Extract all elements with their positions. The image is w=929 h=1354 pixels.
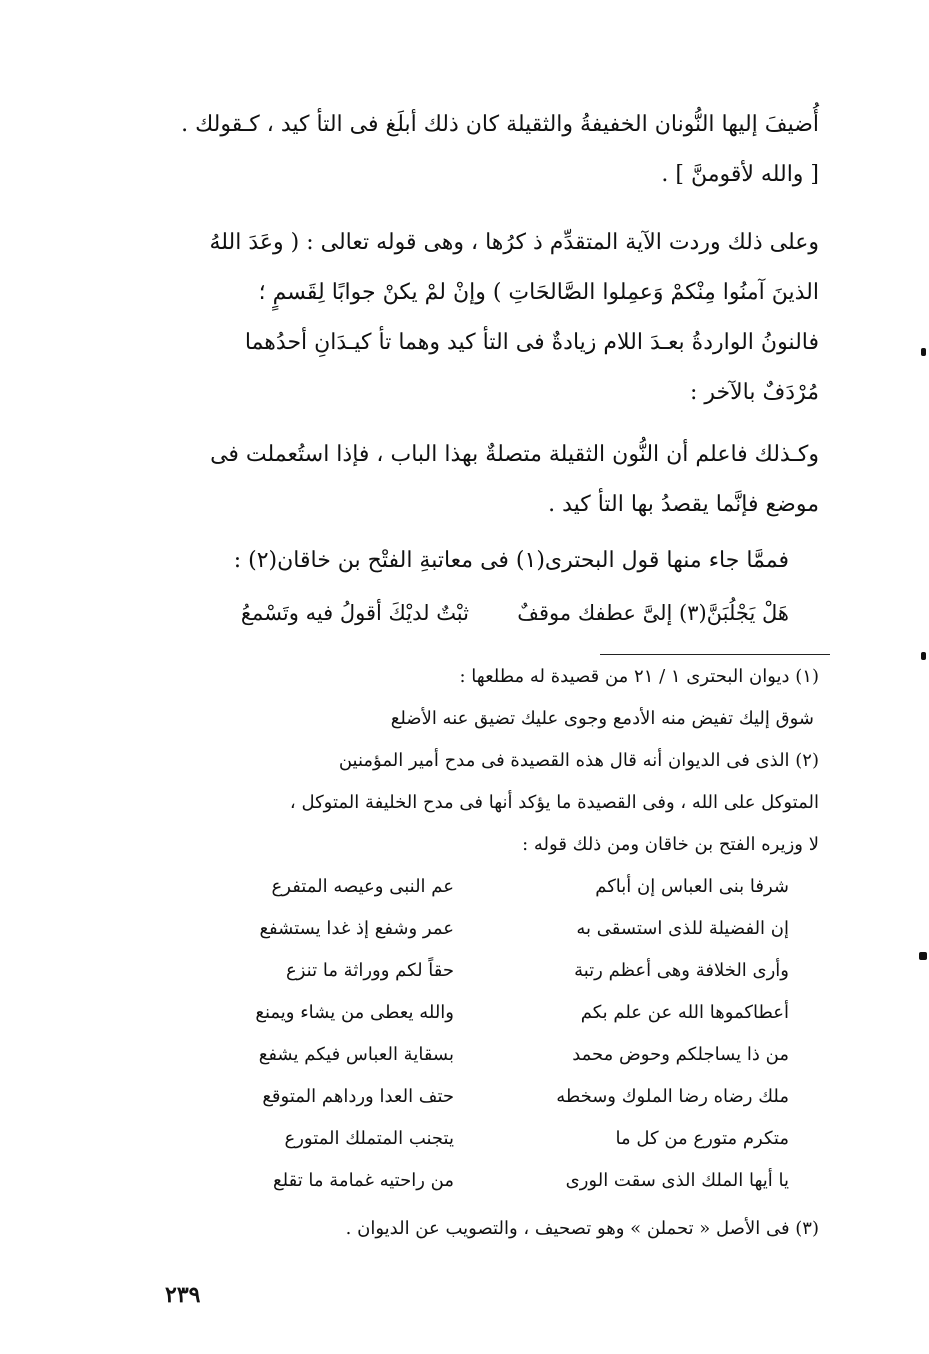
main-verse-hemistich-2: ثبْتٌ لديْكَ أقولُ فيه وتَسْمعُ xyxy=(240,601,469,625)
poem-hemistich-2: عم النبى وعيصه المتفرع xyxy=(271,876,454,897)
poem-verse xyxy=(200,1086,789,1120)
poem-verse xyxy=(200,876,789,910)
poem-hemistich-1: أعطاكموها الله عن علم بكم xyxy=(580,1002,789,1023)
footnote-1-verse: شوق إليك تفيض منه الأدمع وجوى عليك تضيق عنه الأضلع xyxy=(390,708,814,729)
paragraph-3-line-1: وكـذلك فاعلم أن النُّون الثقيلة متصلةٌ بهذا الباب ، فإذا استُعملت فى xyxy=(210,442,819,467)
paragraph-2-line-1: وعلى ذلك وردت الآية المتقدِّم ذ كرُها ، وهى قوله تعالى : ( وعَدَ اللهُ xyxy=(209,230,819,255)
poem-hemistich-1: وأرى الخلافة وهى أعظم رتبة xyxy=(574,960,789,981)
footnote-2-line-1: (٢) الذى فى الديوان أنه قال هذه القصيدة فى مدح أمير المؤمنين xyxy=(338,750,819,771)
scan-speck xyxy=(919,952,927,960)
main-verse-hemistich-1: هَلْ يَجْلُبَنَّ(٣) إلىَّ عطفك موقفٌ xyxy=(517,601,789,625)
poem-hemistich-1: شرفا بنى العباس إن أباكم xyxy=(595,876,789,897)
footnote-2-line-2: المتوكل على الله ، وفى القصيدة ما يؤكد أنها فى مدح الخليفة المتوكل ، xyxy=(289,792,819,813)
poem-hemistich-2: عمر وشفع إذ غدا يستشفع xyxy=(259,918,454,939)
scan-speck xyxy=(921,652,926,660)
poem-verse xyxy=(200,960,789,994)
poem-hemistich-2: يتجنب المتملك المتورع xyxy=(284,1128,454,1149)
poem-hemistich-2: والله يعطى من يشاء ويمنع xyxy=(255,1002,454,1023)
page-number: ٢٣٩ xyxy=(165,1282,201,1308)
poem-hemistich-1: يا أيها الملك الذى سقت الورى xyxy=(565,1170,789,1191)
poem-verse xyxy=(200,1128,789,1162)
poem-hemistich-1: ملك رضاه رضا الملوك وسخطه xyxy=(556,1086,789,1107)
footnote-2-line-3: لا وزيره الفتح بن خاقان ومن ذلك قوله : xyxy=(522,834,819,855)
poem-hemistich-2: من راحتيه غمامة ما تقلع xyxy=(273,1170,454,1191)
main-verse xyxy=(200,598,789,632)
paragraph-1-line-2: [ والله لأقومنَّ ] . xyxy=(661,162,819,187)
poem-hemistich-1: متكرم متورع من كل ما xyxy=(615,1128,789,1149)
paragraph-4: فممَّا جاء منها قول البحترى(١) فى معاتبةِ الفتْح بن خاقان(٢) : xyxy=(233,548,789,573)
poem-verse xyxy=(200,1002,789,1036)
footnote-3: (٣) فى الأصل « تحملن » وهو تصحيف ، والتصويب عن الديوان . xyxy=(345,1218,819,1239)
poem-hemistich-1: من ذا يساجلكم وحوض محمد xyxy=(572,1044,789,1065)
poem-hemistich-2: حتف العدا ورداهم المتوقع xyxy=(262,1086,454,1107)
poem-verse xyxy=(200,918,789,952)
paragraph-2-line-2: الذينَ آمنُوا مِنْكمْ وَعمِلوا الصَّالحَاتِ ) وإنْ لمْ يكنْ جوابًا لِقَسمٍ ؛ xyxy=(258,280,819,305)
footnote-1-line-1: (١) ديوان البحترى ١ / ٢١ من قصيدة له مطلعها : xyxy=(459,666,819,687)
poem-verse xyxy=(200,1170,789,1204)
scan-speck xyxy=(921,348,926,356)
poem-hemistich-1: إن الفضيلة للذى استسقى به xyxy=(576,918,789,939)
paragraph-2-line-4: مُرْدَفٌ بالآخر : xyxy=(689,380,819,405)
paragraph-3-line-2: موضع فإنَّما يقصدُ بها التأ كيد . xyxy=(548,492,819,517)
poem-hemistich-2: بسقاية العباس فيكم يشفع xyxy=(258,1044,454,1065)
poem-hemistich-2: حقاً لكم ووراثة ما تنزع xyxy=(286,960,454,981)
poem-verse xyxy=(200,1044,789,1078)
footnote-separator xyxy=(600,654,830,655)
paragraph-1-line-1: أُضيفَ إليها النُّونان الخفيفةُ والثقيلة كان ذلك أبلَغ فى التأ كيد ، كـقولك . xyxy=(181,112,819,137)
paragraph-2-line-3: فالنونُ الواردةُ بعـدَ اللام زيادةٌ فى التأ كيد وهما تأ كيـدَانِ أحدُهما xyxy=(244,330,819,355)
